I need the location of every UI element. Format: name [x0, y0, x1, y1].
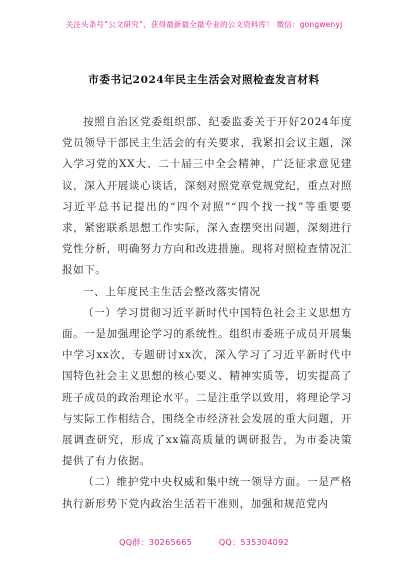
item-paragraph-2: （二）维护党中央权威和集中统一领导方面。一是严格执行新形势下党内政治生活若干准则，加强和规范党内 — [62, 476, 352, 510]
intro-paragraph: 按照自治区党委组织部、纪委监委关于开好2024年度党员领导干部民主生活会的有关要求，我紧扣会议主题，深入学习党的XX大、二十届三中全会精神，广泛征求意见建议，深入开展谈心谈话，深刻对照党章党规党纪，重点对照习近平总书记提出的“四个对照”“四个找一找”等重要要求，紧密联系思想工作实际，深入查摆突出问题，深刻进行党性分析，明确努力方向和改进措施。现将对照检查情况汇报如下。 — [62, 116, 352, 277]
promo-banner: 关注头条号“公文研究”，获得最新最全最专业的公文资料库！ 微信：gongwenyj — [65, 20, 343, 29]
footer-qq-group: QQ群：30265665 — [119, 538, 193, 547]
document-body — [62, 112, 352, 515]
footer-contact — [0, 537, 408, 548]
document-title: 市委书记2024年民主生活会对照检查发言材料 — [88, 74, 320, 86]
footer-qq: QQ：535304092 — [218, 538, 289, 547]
section-heading: 一、上年度民主生活会整改落实情况 — [83, 285, 261, 298]
item-paragraph-1: （一）学习贯彻习近平新时代中国特色社会主义思想方面。一是加强理论学习的系统性。组织市委班子成员开展集中学习xx次，专题研讨xx次，深入学习了习近平新时代中国特色社会主义思想的核心要义、精神实质等，切实提高了班子成员的政治理论水平。二是注重学以致用，将理论学习与实际工作相结合，围绕全市经济社会发展的重大问题，开展调查研究，形成了xx篇高质量的调研报告，为市委决策提供了有力依据。 — [62, 306, 352, 468]
